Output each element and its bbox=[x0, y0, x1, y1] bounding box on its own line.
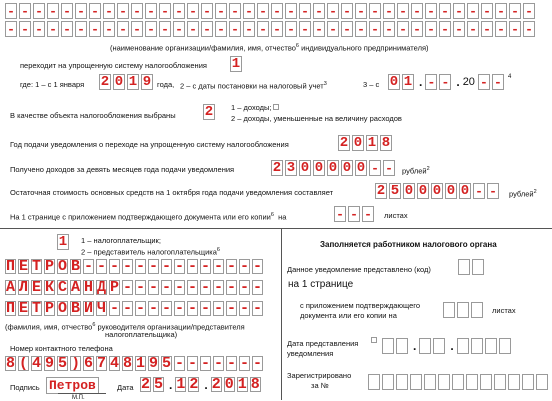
small-box-icon bbox=[273, 104, 279, 110]
patronymic-cell[interactable]: Т bbox=[32, 301, 42, 316]
sub-year-cell-1[interactable] bbox=[457, 338, 469, 354]
phone-label: Номер контактного телефона bbox=[10, 344, 113, 353]
patronymic-cell[interactable]: - bbox=[188, 301, 198, 316]
name-cell[interactable]: Л bbox=[19, 280, 29, 295]
org-name-row-1-cell[interactable]: - bbox=[285, 3, 297, 19]
phone-cell[interactable]: ( bbox=[19, 356, 29, 371]
org-name-row-1-cell[interactable]: - bbox=[33, 3, 45, 19]
object-code-field[interactable] bbox=[203, 104, 217, 120]
org-name-row-1-cell[interactable]: - bbox=[61, 3, 73, 19]
sign-date-year-cell[interactable]: 0 bbox=[224, 377, 234, 392]
filing-year-label: Год подачи уведомления о переходе на упрощенную систему налогообложения bbox=[10, 140, 289, 149]
pages-label: На 1 странице с приложением подтверждающего документа или его копии$^6$ на bbox=[10, 212, 287, 222]
name-cell[interactable]: Е bbox=[32, 280, 42, 295]
residual-unit: рублей$^2$ bbox=[509, 189, 537, 199]
org-name-row-1-cell[interactable]: - bbox=[117, 3, 129, 19]
surname-cell[interactable]: - bbox=[201, 259, 211, 274]
patronymic-cell[interactable]: - bbox=[110, 301, 120, 316]
object-label: В качестве объекта налогообложения выбраны bbox=[10, 111, 176, 120]
org-name-row-1-cell[interactable]: - bbox=[481, 3, 493, 19]
registration-number-cell[interactable] bbox=[368, 374, 380, 390]
org-name-row-1-cell[interactable]: - bbox=[103, 3, 115, 19]
registration-number-cell[interactable] bbox=[466, 374, 478, 390]
sign-date-day-cell[interactable]: 2 bbox=[141, 377, 151, 392]
transition-code-field[interactable] bbox=[230, 56, 244, 72]
signer-caption: (фамилия, имя, отчество$^6$ руководителя организации/представителя bbox=[5, 322, 245, 332]
residual-cell[interactable]: 0 bbox=[418, 183, 428, 199]
residual-cell[interactable]: - bbox=[487, 183, 499, 199]
surname-cell[interactable]: Е bbox=[19, 259, 29, 274]
name-cell[interactable]: А bbox=[6, 280, 16, 295]
phone-field[interactable] bbox=[5, 356, 265, 371]
surname-cell[interactable]: - bbox=[84, 259, 94, 274]
transition-year-cell[interactable]: 0 bbox=[114, 74, 124, 90]
org-name-row-1-cell[interactable]: - bbox=[313, 3, 325, 19]
phone-cell[interactable]: 6 bbox=[84, 356, 94, 371]
phone-cell[interactable]: 1 bbox=[136, 356, 146, 371]
phone-cell[interactable]: - bbox=[253, 356, 263, 371]
transition-year-cell[interactable]: 1 bbox=[128, 74, 138, 90]
registration-number-cell[interactable] bbox=[480, 374, 492, 390]
org-name-row-1-cell[interactable]: - bbox=[397, 3, 409, 19]
on-page-label: на 1 странице bbox=[288, 279, 354, 290]
phone-cell[interactable]: 5 bbox=[58, 356, 68, 371]
transition-year-cell[interactable]: 2 bbox=[100, 74, 110, 90]
org-name-row-2-cell[interactable]: - bbox=[439, 21, 451, 37]
income-cell[interactable]: 0 bbox=[328, 160, 338, 176]
surname-cell[interactable]: - bbox=[227, 259, 237, 274]
registration-number-cell[interactable] bbox=[396, 374, 408, 390]
org-name-row-1-cell[interactable]: - bbox=[327, 3, 339, 19]
transition-month-cell[interactable]: - bbox=[439, 74, 451, 90]
filing-year-cell[interactable]: 0 bbox=[353, 135, 363, 151]
attach-sheets-cell-1[interactable] bbox=[443, 302, 455, 318]
signature-value[interactable]: Петров bbox=[46, 377, 99, 394]
registration-number-cell[interactable] bbox=[536, 374, 548, 390]
stamp-place: М.П. bbox=[72, 395, 85, 401]
name-cell[interactable]: С bbox=[58, 280, 68, 295]
residual-cell[interactable]: 0 bbox=[404, 183, 414, 199]
registration-number-cell[interactable] bbox=[494, 374, 506, 390]
org-name-row-2-cell[interactable]: - bbox=[215, 21, 227, 37]
patronymic-cell[interactable]: Ч bbox=[97, 301, 107, 316]
org-name-row-1-cell[interactable]: - bbox=[243, 3, 255, 19]
name-cell[interactable]: - bbox=[214, 280, 224, 295]
residual-cell[interactable]: 0 bbox=[446, 183, 456, 199]
name-cell[interactable]: Р bbox=[110, 280, 120, 295]
pages-cell[interactable]: - bbox=[362, 206, 374, 222]
pages-field[interactable] bbox=[334, 206, 376, 222]
income-label: Получено доходов за девять месяцев года подачи уведомления bbox=[10, 165, 235, 174]
org-name-row-2-cell[interactable]: - bbox=[173, 21, 185, 37]
registration-number-cell[interactable] bbox=[424, 374, 436, 390]
org-name-row-2-cell[interactable]: - bbox=[467, 21, 479, 37]
org-name-row-2-cell[interactable]: - bbox=[397, 21, 409, 37]
object-option2: 2 – доходы, уменьшенные на величину расходов bbox=[231, 114, 402, 123]
signer-code-cell[interactable]: 1 bbox=[58, 234, 68, 250]
transition-year-tail-cell[interactable]: - bbox=[478, 74, 490, 90]
patronymic-field[interactable] bbox=[5, 301, 265, 316]
registered-line-1: Зарегистрировано bbox=[287, 371, 352, 380]
signer-option2: 2 – представитель налогоплательщика$^6$ bbox=[81, 247, 220, 257]
year-suffix: года, bbox=[157, 80, 175, 89]
org-name-row-2-cell[interactable]: - bbox=[509, 21, 521, 37]
surname-cell[interactable]: - bbox=[136, 259, 146, 274]
phone-cell[interactable]: 8 bbox=[123, 356, 133, 371]
org-name-row-2-cell[interactable]: - bbox=[523, 21, 535, 37]
residual-cell[interactable]: 5 bbox=[390, 183, 400, 199]
patronymic-cell[interactable]: - bbox=[136, 301, 146, 316]
org-name-caption: (наименование организации/фамилия, имя, отчество$^6$ индивидуального предпринимателя) bbox=[110, 43, 429, 53]
date-label: Дата bbox=[117, 383, 134, 392]
phone-cell[interactable]: ) bbox=[71, 356, 81, 371]
pages-unit: листах bbox=[384, 211, 408, 220]
sub-day-cell-2[interactable] bbox=[396, 338, 408, 354]
name-cell[interactable]: А bbox=[71, 280, 81, 295]
option2-text: 2 – с даты постановки на налоговый учет$^3$ bbox=[180, 81, 327, 91]
org-name-row-1-cell[interactable]: - bbox=[145, 3, 157, 19]
org-name-row-1[interactable] bbox=[5, 3, 537, 19]
org-name-row-2-cell[interactable]: - bbox=[201, 21, 213, 37]
income-cell[interactable]: 2 bbox=[272, 160, 282, 176]
org-name-row-1-cell[interactable]: - bbox=[453, 3, 465, 19]
section-divider bbox=[0, 228, 552, 229]
org-name-row-2-cell[interactable]: - bbox=[33, 21, 45, 37]
registration-number-field[interactable] bbox=[368, 374, 550, 390]
registration-number-cell[interactable] bbox=[452, 374, 464, 390]
org-name-row-2-cell[interactable]: - bbox=[19, 21, 31, 37]
org-name-row-1-cell[interactable]: - bbox=[411, 3, 423, 19]
with-attach-line-1: с приложением подтверждающего bbox=[300, 301, 421, 310]
sign-date-field[interactable]: 2 5 . 1 2 . 2 0 1 8 bbox=[141, 377, 260, 392]
surname-cell[interactable]: - bbox=[162, 259, 172, 274]
presented-code-field[interactable] bbox=[458, 259, 486, 275]
pages-cell[interactable]: - bbox=[334, 206, 346, 222]
org-name-row-2-cell[interactable]: - bbox=[243, 21, 255, 37]
income-field[interactable] bbox=[271, 160, 397, 176]
residual-cell[interactable]: - bbox=[473, 183, 485, 199]
transition-code-cell[interactable]: 1 bbox=[231, 56, 241, 72]
org-name-row-2-cell[interactable]: - bbox=[341, 21, 353, 37]
registered-line-2: за № bbox=[311, 381, 329, 390]
income-cell[interactable]: - bbox=[383, 160, 395, 176]
surname-cell[interactable]: - bbox=[240, 259, 250, 274]
sign-date-month-cell[interactable]: 2 bbox=[189, 377, 199, 392]
sub-year-cell-4[interactable] bbox=[499, 338, 511, 354]
patronymic-cell[interactable]: - bbox=[123, 301, 133, 316]
org-name-row-2-cell[interactable]: - bbox=[257, 21, 269, 37]
sub-year-cell-2[interactable] bbox=[471, 338, 483, 354]
org-name-row-2-cell[interactable]: - bbox=[75, 21, 87, 37]
surname-cell[interactable]: - bbox=[214, 259, 224, 274]
filing-year-cell[interactable]: 2 bbox=[339, 135, 349, 151]
object-option1: 1 – доходы; bbox=[231, 103, 279, 112]
org-name-row-1-cell[interactable]: - bbox=[215, 3, 227, 19]
org-name-row-2-cell[interactable]: - bbox=[117, 21, 129, 37]
org-name-row-1-cell[interactable]: - bbox=[523, 3, 535, 19]
residual-field[interactable] bbox=[375, 183, 501, 199]
presented-code-cell-1[interactable] bbox=[458, 259, 470, 275]
sub-year-cell-3[interactable] bbox=[485, 338, 497, 354]
patronymic-cell[interactable]: - bbox=[201, 301, 211, 316]
transition-day-cell[interactable]: 1 bbox=[403, 74, 413, 90]
registration-number-cell[interactable] bbox=[438, 374, 450, 390]
surname-cell[interactable]: - bbox=[97, 259, 107, 274]
org-name-row-2-cell[interactable]: - bbox=[61, 21, 73, 37]
org-name-row-1-cell[interactable]: - bbox=[173, 3, 185, 19]
transition-year-field[interactable] bbox=[99, 74, 155, 90]
patronymic-cell[interactable]: Р bbox=[45, 301, 55, 316]
name-field[interactable] bbox=[5, 280, 265, 295]
org-name-row-2-cell[interactable]: - bbox=[229, 21, 241, 37]
org-name-row-2-cell[interactable]: - bbox=[369, 21, 381, 37]
phone-cell[interactable]: - bbox=[240, 356, 250, 371]
surname-cell[interactable]: Р bbox=[45, 259, 55, 274]
income-cell[interactable]: 3 bbox=[286, 160, 296, 176]
sub-month-cell-2[interactable] bbox=[433, 338, 445, 354]
org-name-row-2-cell[interactable]: - bbox=[313, 21, 325, 37]
sub-month-cell-1[interactable] bbox=[419, 338, 431, 354]
signer-caption-line2: налогоплательщика) bbox=[105, 330, 178, 339]
phone-cell[interactable]: 7 bbox=[97, 356, 107, 371]
org-name-row-2-cell[interactable]: - bbox=[327, 21, 339, 37]
org-name-row-2-cell[interactable]: - bbox=[355, 21, 367, 37]
residual-cell[interactable]: 2 bbox=[376, 183, 386, 199]
org-name-row-2-cell[interactable]: - bbox=[47, 21, 59, 37]
signature-field[interactable] bbox=[46, 376, 99, 394]
filing-year-cell[interactable]: 1 bbox=[367, 135, 377, 151]
org-name-row-1-cell[interactable]: - bbox=[19, 3, 31, 19]
income-cell[interactable]: 0 bbox=[356, 160, 366, 176]
sign-date-month-cell[interactable]: 1 bbox=[176, 377, 186, 392]
phone-cell[interactable]: 4 bbox=[32, 356, 42, 371]
surname-cell[interactable]: - bbox=[123, 259, 133, 274]
org-name-row-2-cell[interactable]: - bbox=[159, 21, 171, 37]
surname-cell[interactable]: О bbox=[58, 259, 68, 274]
transition-label: переходит на упрощенную систему налогообложения bbox=[20, 61, 207, 70]
surname-field[interactable] bbox=[5, 259, 265, 274]
org-name-row-1-cell[interactable]: - bbox=[467, 3, 479, 19]
registration-number-cell[interactable] bbox=[522, 374, 534, 390]
phone-cell[interactable]: - bbox=[188, 356, 198, 371]
name-cell[interactable]: - bbox=[253, 280, 263, 295]
presented-code-cell-2[interactable] bbox=[472, 259, 484, 275]
sub-day-cell-1[interactable] bbox=[382, 338, 394, 354]
patronymic-cell[interactable]: - bbox=[149, 301, 159, 316]
org-name-row-2-cell[interactable]: - bbox=[299, 21, 311, 37]
phone-cell[interactable]: - bbox=[175, 356, 185, 371]
org-name-row-1-cell[interactable]: - bbox=[229, 3, 241, 19]
org-name-row-2-cell[interactable]: - bbox=[481, 21, 493, 37]
org-name-row-1-cell[interactable]: - bbox=[341, 3, 353, 19]
option3-text: 3 – с bbox=[363, 80, 380, 89]
phone-cell[interactable]: 8 bbox=[6, 356, 16, 371]
name-cell[interactable]: - bbox=[162, 280, 172, 295]
org-name-row-2-cell[interactable]: - bbox=[411, 21, 423, 37]
income-cell[interactable]: 0 bbox=[342, 160, 352, 176]
org-name-row-2-cell[interactable]: - bbox=[271, 21, 283, 37]
patronymic-cell[interactable]: - bbox=[227, 301, 237, 316]
patronymic-cell[interactable]: - bbox=[240, 301, 250, 316]
signature-label: Подпись bbox=[10, 383, 40, 392]
signer-option1: 1 – налогоплательщик; bbox=[81, 236, 161, 245]
patronymic-cell[interactable]: Е bbox=[19, 301, 29, 316]
transition-date-field[interactable]: 0 1 . - - . 20 - - 4 bbox=[389, 74, 512, 90]
org-name-row-2-cell[interactable]: - bbox=[5, 21, 17, 37]
attach-sheets-field[interactable] bbox=[443, 302, 485, 318]
transition-year-cell[interactable]: 9 bbox=[142, 74, 152, 90]
phone-cell[interactable]: 9 bbox=[45, 356, 55, 371]
pages-cell[interactable]: - bbox=[348, 206, 360, 222]
patronymic-cell[interactable]: В bbox=[71, 301, 81, 316]
org-name-row-1-cell[interactable]: - bbox=[89, 3, 101, 19]
filing-year-field[interactable] bbox=[338, 135, 394, 151]
presented-label: Данное уведомление представлено (код) bbox=[287, 265, 431, 274]
name-cell[interactable]: Д bbox=[97, 280, 107, 295]
surname-cell[interactable]: Т bbox=[32, 259, 42, 274]
option1-text: где: 1 – с 1 января bbox=[20, 80, 85, 89]
org-name-row-1-cell[interactable]: - bbox=[439, 3, 451, 19]
org-name-row-1-cell[interactable]: - bbox=[159, 3, 171, 19]
phone-cell[interactable]: 5 bbox=[162, 356, 172, 371]
org-name-row-1-cell[interactable]: - bbox=[495, 3, 507, 19]
org-name-row-1-cell[interactable]: - bbox=[425, 3, 437, 19]
income-cell[interactable]: 0 bbox=[300, 160, 310, 176]
transition-month-cell[interactable]: - bbox=[425, 74, 437, 90]
patronymic-cell[interactable]: - bbox=[214, 301, 224, 316]
income-cell[interactable]: - bbox=[369, 160, 381, 176]
org-name-row-1-cell[interactable]: - bbox=[75, 3, 87, 19]
name-cell[interactable]: - bbox=[123, 280, 133, 295]
org-name-row-2-cell[interactable]: - bbox=[383, 21, 395, 37]
residual-label: Остаточная стоимость основных средств на 1 октября года подачи уведомления составляет bbox=[10, 188, 334, 197]
patronymic-cell[interactable]: П bbox=[6, 301, 16, 316]
phone-cell[interactable]: - bbox=[227, 356, 237, 371]
name-cell[interactable]: Н bbox=[84, 280, 94, 295]
signer-code-field[interactable] bbox=[57, 234, 71, 250]
name-cell[interactable]: К bbox=[45, 280, 55, 295]
name-cell[interactable]: - bbox=[240, 280, 250, 295]
org-name-row-1-cell[interactable]: - bbox=[5, 3, 17, 19]
tax-office-title: Заполняется работником налогового органа bbox=[320, 240, 497, 249]
sheets-label: листах bbox=[492, 306, 516, 315]
submission-date-line-2: уведомления bbox=[287, 349, 334, 358]
name-cell[interactable]: - bbox=[201, 280, 211, 295]
income-unit: рублей$^2$ bbox=[402, 166, 430, 176]
org-name-row-1-cell[interactable]: - bbox=[355, 3, 367, 19]
filing-year-cell[interactable]: 8 bbox=[381, 135, 391, 151]
patronymic-cell[interactable]: - bbox=[253, 301, 263, 316]
org-name-row-2-cell[interactable]: - bbox=[145, 21, 157, 37]
sign-date-day-cell[interactable]: 5 bbox=[154, 377, 164, 392]
org-name-row-1-cell[interactable]: - bbox=[383, 3, 395, 19]
org-name-row-1-cell[interactable]: - bbox=[299, 3, 311, 19]
sign-date-year-cell[interactable]: 8 bbox=[250, 377, 260, 392]
org-name-row-2-cell[interactable]: - bbox=[103, 21, 115, 37]
sign-date-year-cell[interactable]: 1 bbox=[237, 377, 247, 392]
sign-date-year-cell[interactable]: 2 bbox=[211, 377, 221, 392]
name-cell[interactable]: - bbox=[149, 280, 159, 295]
attach-sheets-cell-3[interactable] bbox=[471, 302, 483, 318]
org-name-row-1-cell[interactable]: - bbox=[257, 3, 269, 19]
submission-date-field[interactable]: . . bbox=[382, 338, 513, 354]
registration-number-cell[interactable] bbox=[382, 374, 394, 390]
org-name-row-1-cell[interactable]: - bbox=[47, 3, 59, 19]
signature-underline bbox=[58, 393, 106, 394]
residual-cell[interactable]: 0 bbox=[432, 183, 442, 199]
with-attach-line-2: документа или его копии на bbox=[300, 311, 397, 320]
phone-cell[interactable]: 4 bbox=[110, 356, 120, 371]
transition-year-tail-cell[interactable]: - bbox=[492, 74, 504, 90]
small-box-icon bbox=[371, 337, 377, 343]
name-cell[interactable]: - bbox=[136, 280, 146, 295]
phone-cell[interactable]: 9 bbox=[149, 356, 159, 371]
phone-cell[interactable]: - bbox=[214, 356, 224, 371]
column-divider bbox=[281, 228, 282, 400]
org-name-row-2-cell[interactable]: - bbox=[131, 21, 143, 37]
patronymic-cell[interactable]: - bbox=[162, 301, 172, 316]
name-cell[interactable]: - bbox=[188, 280, 198, 295]
surname-cell[interactable]: - bbox=[253, 259, 263, 274]
org-name-row-1-cell[interactable]: - bbox=[187, 3, 199, 19]
surname-cell[interactable]: - bbox=[188, 259, 198, 274]
surname-cell[interactable]: - bbox=[149, 259, 159, 274]
surname-cell[interactable]: В bbox=[71, 259, 81, 274]
surname-cell[interactable]: П bbox=[6, 259, 16, 274]
org-name-row-1-cell[interactable]: - bbox=[509, 3, 521, 19]
attach-sheets-cell-2[interactable] bbox=[457, 302, 469, 318]
submission-date-line-1: Дата представления bbox=[287, 339, 359, 348]
org-name-row-1-cell[interactable]: - bbox=[201, 3, 213, 19]
surname-cell[interactable]: - bbox=[110, 259, 120, 274]
surname-cell[interactable]: - bbox=[175, 259, 185, 274]
year-prefix: 20 bbox=[462, 76, 475, 88]
org-name-row-1-cell[interactable]: - bbox=[369, 3, 381, 19]
patronymic-cell[interactable]: И bbox=[84, 301, 94, 316]
income-cell[interactable]: 0 bbox=[314, 160, 324, 176]
org-name-row-1-cell[interactable]: - bbox=[271, 3, 283, 19]
org-name-row-2-cell[interactable]: - bbox=[495, 21, 507, 37]
org-name-row-2-cell[interactable]: - bbox=[425, 21, 437, 37]
org-name-row-2[interactable] bbox=[5, 21, 537, 37]
org-name-row-2-cell[interactable]: - bbox=[285, 21, 297, 37]
registration-number-cell[interactable] bbox=[508, 374, 520, 390]
org-name-row-2-cell[interactable]: - bbox=[187, 21, 199, 37]
footnote-4: 4 bbox=[507, 74, 512, 80]
org-name-row-1-cell[interactable]: - bbox=[131, 3, 143, 19]
transition-day-cell[interactable]: 0 bbox=[389, 74, 399, 90]
name-cell[interactable]: - bbox=[227, 280, 237, 295]
patronymic-cell[interactable]: - bbox=[175, 301, 185, 316]
residual-cell[interactable]: 0 bbox=[460, 183, 470, 199]
patronymic-cell[interactable]: О bbox=[58, 301, 68, 316]
phone-cell[interactable]: - bbox=[201, 356, 211, 371]
name-cell[interactable]: - bbox=[175, 280, 185, 295]
object-code-cell[interactable]: 2 bbox=[204, 104, 214, 120]
org-name-row-2-cell[interactable]: - bbox=[453, 21, 465, 37]
registration-number-cell[interactable] bbox=[410, 374, 422, 390]
org-name-row-2-cell[interactable]: - bbox=[89, 21, 101, 37]
